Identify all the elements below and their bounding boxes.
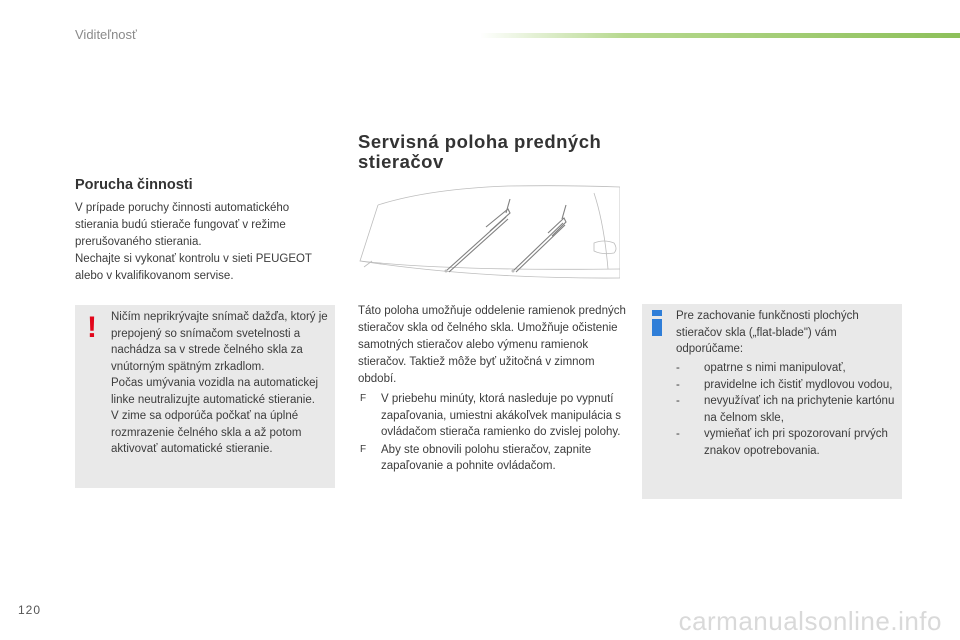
header-accent-bar — [480, 33, 960, 38]
list-item — [676, 360, 898, 377]
wiper-blade-left — [446, 199, 510, 272]
dash-marker: - — [676, 395, 680, 407]
list-item-text: opatrne s nimi manipulovať, — [704, 362, 846, 374]
list-item — [676, 426, 898, 459]
left-paragraph-line-1: V prípade poruchy činnosti automatického stierania budú stierače fungovať v režime prerušovaného stierania. — [75, 202, 290, 248]
warning-box — [75, 305, 335, 488]
left-paragraph-line-2: Nechajte si vykonať kontrolu v sieti PEUGEOT alebo v kvalifikovanom servise. — [75, 253, 312, 282]
step-text: Aby ste obnovili polohu stieračov, zapnite zapaľovanie a pohnite ovládačom. — [381, 443, 592, 472]
left-paragraph — [75, 200, 335, 285]
procedure-step — [358, 391, 628, 441]
dash-marker: - — [676, 428, 680, 440]
page-number: 120 — [18, 603, 42, 617]
info-icon — [652, 308, 662, 338]
watermark: carmanualsonline.info — [678, 606, 942, 636]
dash-marker: - — [676, 378, 680, 391]
info-box — [642, 304, 902, 499]
list-item — [676, 393, 898, 426]
procedure-step — [358, 442, 628, 475]
list-item-text: vymieňať ich pri spozorovaní prvých znakov opotrebovania. — [704, 428, 888, 457]
main-heading: Servisná poloha predných stieračov — [358, 131, 602, 172]
header-title: Viditeľnosť — [75, 27, 137, 42]
windshield-wiper-illustration — [358, 183, 620, 283]
list-item-text: nevyužívať ich na prichytenie kartónu na čelnom skle, — [704, 395, 895, 424]
left-heading: Porucha činnosti — [75, 177, 193, 193]
dash-marker: - — [676, 362, 680, 374]
step-marker-icon: F — [360, 443, 367, 455]
main-paragraph: Táto poloha umožňuje oddelenie ramienok predných stieračov skla od čelného skla. Umožňuje očistenie samotných stieračov alebo výmenu ramienok stieračov. Taktiež môže byť užitočná v zimnom období. — [358, 305, 626, 385]
info-intro: Pre zachovanie funkčnosti plochých stieračov skla („flat-blade") vám odporúčame: — [676, 310, 859, 355]
step-text: V priebehu minúty, ktorá nasleduje po vypnutí zapaľovania, umiestni akákoľvek manipulácia s ovládačom stierača ramienko do zvislej polohy. — [381, 393, 622, 438]
warning-line-2: Počas umývania vozidla na automatickej linke neutralizujte automatické stieranie. — [111, 377, 319, 406]
warning-line-1: Ničím neprikrývajte snímač dažďa, ktorý je prepojený so snímačom svetelnosti a nachádza sa v strede čelného skla za vnútorným spätným zrkadlom. — [111, 311, 328, 373]
list-item-text: pravidelne ich čistiť mydlovou vodou, — [704, 378, 893, 391]
info-list — [676, 360, 898, 459]
warning-line-3: V zime sa odporúča počkať na úplné rozmrazenie čelného skla a až potom aktivovať automatické stieranie. — [111, 410, 302, 455]
wiper-blade-right — [513, 205, 566, 272]
warning-text — [111, 309, 329, 458]
step-marker-icon: F — [360, 393, 367, 404]
exclamation-icon: ! — [87, 311, 97, 344]
procedure-list — [358, 391, 628, 476]
list-item — [676, 377, 898, 394]
